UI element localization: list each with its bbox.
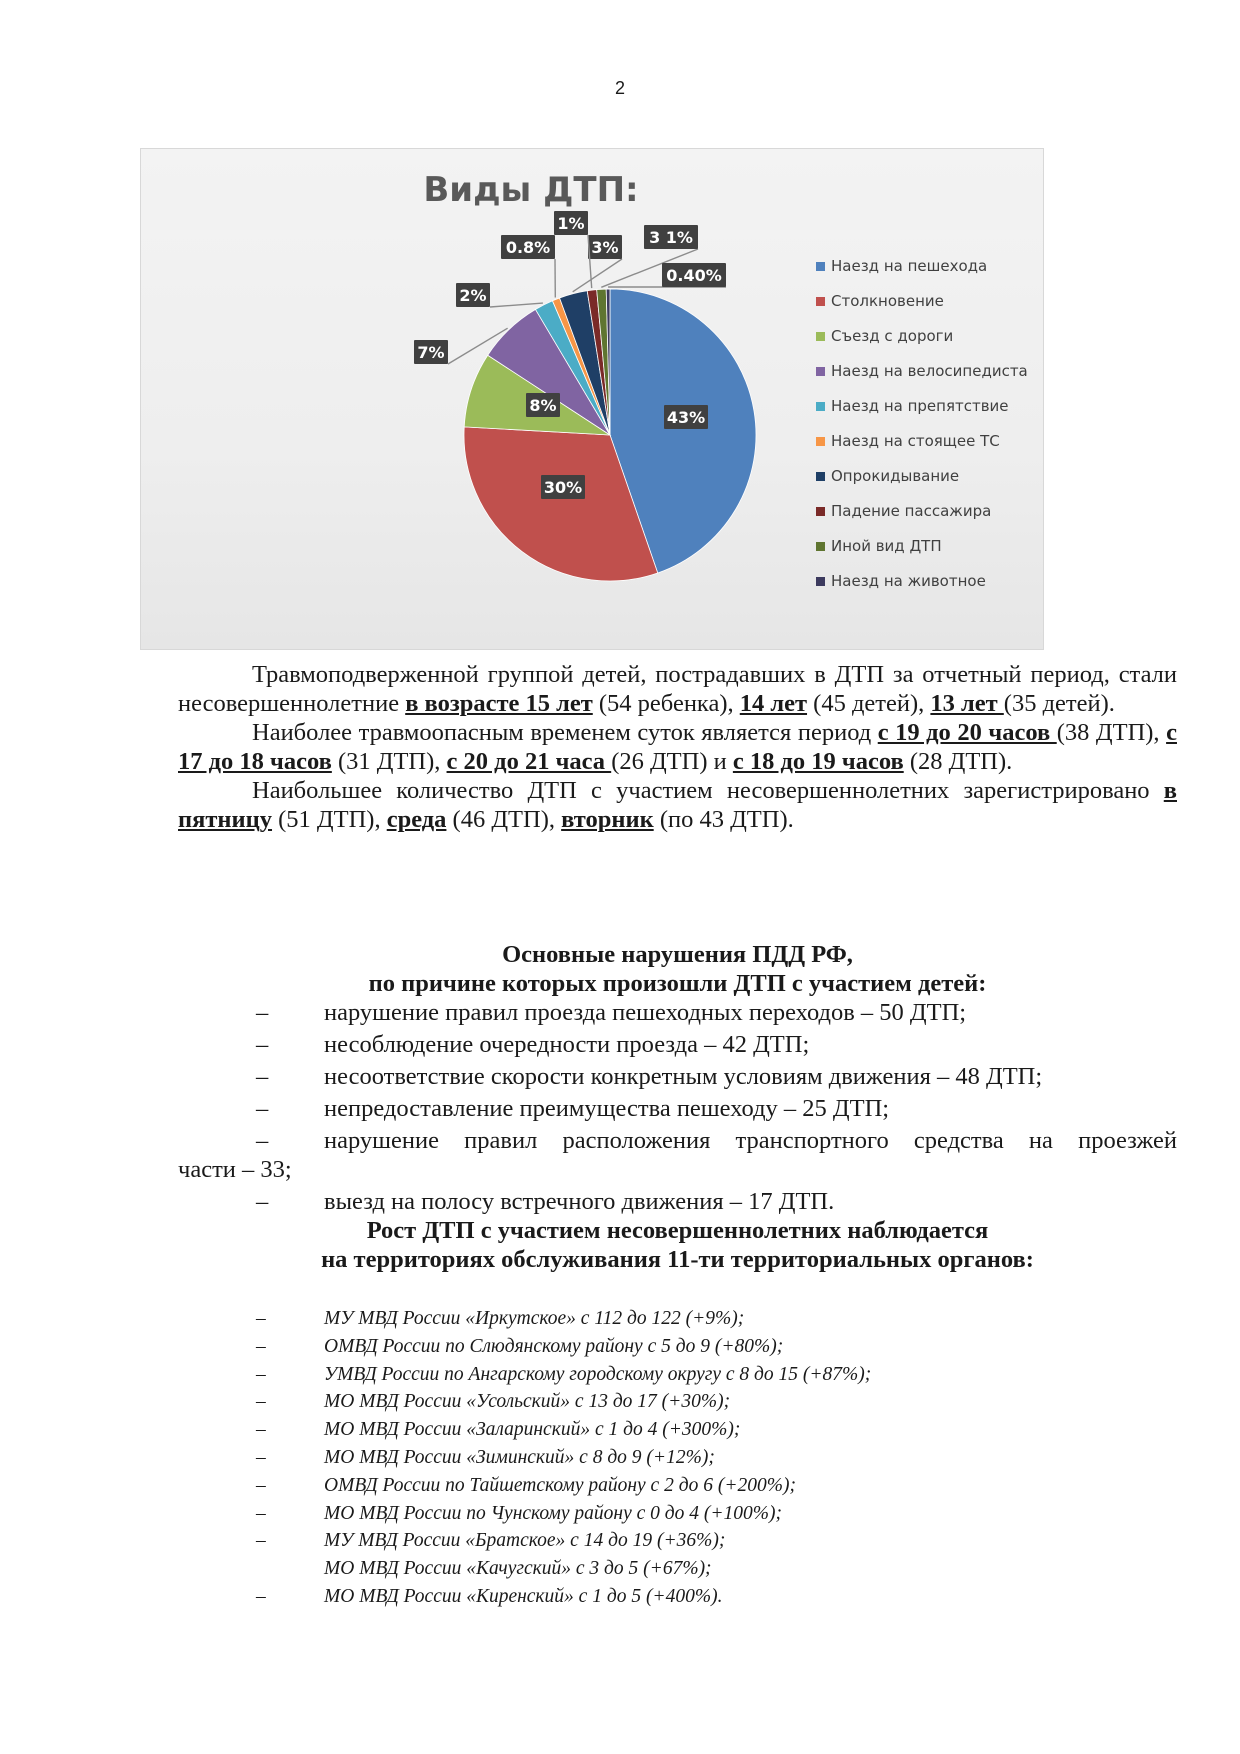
p2-bold-4: с 18 до 19 часов xyxy=(732,748,904,775)
p1-text-4: (35 детей). xyxy=(1003,690,1115,717)
p2-text-3: (31 ДТП), xyxy=(331,748,447,775)
legend-label: Наезд на препятствие xyxy=(831,397,1009,415)
violation-item xyxy=(178,1187,1177,1216)
p3-text-2: (51 ДТП), xyxy=(272,806,387,833)
list-dash: – xyxy=(256,1363,266,1385)
violation-text: несоблюдение очередности проезда – 42 ДТП; xyxy=(324,1031,810,1058)
violation-item xyxy=(178,1126,1177,1155)
page-number: 2 xyxy=(614,78,625,98)
p1-text-1: Травмоподверженной группой детей, пострадавших в ДТП за отчетный период, стали несовершеннолетние xyxy=(178,661,1177,717)
list-dash: – xyxy=(256,1127,269,1154)
growth-list-item xyxy=(178,1305,1177,1333)
data-label: 0.40% xyxy=(666,266,722,285)
growth-item-text: УМВД России по Ангарскому городскому округу с 8 до 15 (+87%); xyxy=(324,1363,872,1385)
p1-bold-age14: 14 лет xyxy=(739,690,808,717)
violation-item xyxy=(178,998,1177,1027)
legend-swatch xyxy=(816,262,825,271)
growth-list-item xyxy=(178,1472,1177,1500)
legend-swatch xyxy=(816,332,825,341)
data-label: 1% xyxy=(557,214,585,233)
growth-heading-2: на территориях обслуживания 11-ти территориальных органов: xyxy=(321,1246,1034,1273)
p3-bold-1: в пятницу xyxy=(178,777,1177,833)
data-label: 7% xyxy=(417,343,445,362)
legend-label: Наезд на стоящее ТС xyxy=(831,432,1000,450)
list-dash: – xyxy=(256,1063,269,1090)
growth-item-text: МО МВД России «Зиминский» с 8 до 9 (+12%); xyxy=(324,1446,715,1468)
p2-text-4: (26 ДТП) и xyxy=(611,748,733,775)
p3-bold-3: вторник xyxy=(561,806,654,833)
data-label: 3% xyxy=(591,238,619,257)
violation-text: выезд на полосу встречного движения – 17 ДТП. xyxy=(324,1188,835,1215)
legend-label: Наезд на животное xyxy=(831,572,986,590)
p2-bold-3: с 20 до 21 часа xyxy=(446,748,612,775)
growth-list xyxy=(178,1305,1177,1611)
legend-label: Иной вид ДТП xyxy=(831,537,942,555)
pie-chart xyxy=(140,148,1044,650)
list-dash: – xyxy=(256,1335,266,1357)
p2-bold-2: с 17 до 18 часов xyxy=(178,719,1177,775)
legend-swatch xyxy=(816,507,825,516)
violation-item xyxy=(178,1030,1177,1059)
growth-item-text: ОМВД России по Слюдянскому району с 5 до 9 (+80%); xyxy=(324,1335,784,1357)
growth-list-item xyxy=(178,1500,1177,1528)
legend-label: Опрокидывание xyxy=(831,467,960,485)
violation-item-continuation: части – 33; xyxy=(178,1156,292,1183)
growth-heading-1: Рост ДТП с участием несовершеннолетних наблюдается xyxy=(366,1217,989,1244)
data-label: 0.8% xyxy=(505,238,551,257)
data-label: 8% xyxy=(529,396,557,415)
data-label: 3 1% xyxy=(649,228,693,247)
legend-swatch xyxy=(816,402,825,411)
legend-label: Падение пассажира xyxy=(831,502,992,520)
growth-item-text: МО МВД России «Заларинский» с 1 до 4 (+300%); xyxy=(324,1419,741,1441)
growth-list-item xyxy=(178,1444,1177,1472)
list-dash: – xyxy=(256,1585,266,1607)
violation-item xyxy=(178,1094,1177,1123)
data-label: 30% xyxy=(543,478,583,497)
legend-swatch xyxy=(816,542,825,551)
violation-item xyxy=(178,1062,1177,1091)
p2-text-1: Наиболее травмоопасным временем суток является период xyxy=(252,719,878,746)
growth-item-text: ОМВД России по Тайшетскому району с 2 до 6 (+200%); xyxy=(324,1474,796,1496)
growth-list-item xyxy=(178,1388,1177,1416)
p2-bold-1: с 19 до 20 часов xyxy=(877,719,1057,746)
violation-text: нарушение правил проезда пешеходных переходов – 50 ДТП; xyxy=(324,999,967,1026)
list-dash: – xyxy=(256,1530,266,1552)
p3-text-3: (46 ДТП), xyxy=(446,806,562,833)
chart-title: Виды ДТП: xyxy=(423,170,639,210)
growth-list-item xyxy=(178,1527,1177,1555)
p1-bold-age15: в возрасте 15 лет xyxy=(405,690,593,717)
growth-list-item xyxy=(178,1333,1177,1361)
growth-list-item xyxy=(178,1416,1177,1444)
list-dash: – xyxy=(256,1095,269,1122)
violations-heading-2: по причине которых произошли ДТП с участием детей: xyxy=(368,970,987,997)
data-label: 2% xyxy=(459,286,487,305)
legend-label: Столкновение xyxy=(831,292,944,310)
legend-swatch xyxy=(816,297,825,306)
list-dash: – xyxy=(256,1391,266,1413)
pie-chart-svg xyxy=(141,149,1043,649)
violation-text: непредоставление преимущества пешеходу – 25 ДТП; xyxy=(324,1095,890,1122)
violations-heading-1: Основные нарушения ПДД РФ, xyxy=(502,941,853,968)
label-leader-line xyxy=(490,303,543,307)
violations-section xyxy=(178,940,1177,1274)
p3-text-4: (по 43 ДТП). xyxy=(653,806,794,833)
growth-item-text: МО МВД России «Качугский» с 3 до 5 (+67%); xyxy=(324,1558,712,1580)
growth-list-item xyxy=(178,1361,1177,1389)
list-dash: – xyxy=(256,1502,266,1524)
growth-item-text: МУ МВД России «Братское» с 14 до 19 (+36%); xyxy=(324,1530,726,1552)
p2-text-2: (38 ДТП), xyxy=(1056,719,1167,746)
p1-text-3: (45 детей), xyxy=(807,690,931,717)
legend-swatch xyxy=(816,367,825,376)
list-dash: – xyxy=(256,1188,269,1215)
p3-bold-2: среда xyxy=(386,806,447,833)
list-dash: – xyxy=(256,999,269,1026)
violation-text: несоответствие скорости конкретным условиям движения – 48 ДТП; xyxy=(324,1063,1043,1090)
growth-item-text: МО МВД России «Усольский» с 13 до 17 (+30%); xyxy=(324,1391,731,1413)
p1-text-2: (54 ребенка), xyxy=(592,690,740,717)
legend-label: Съезд с дороги xyxy=(831,327,954,345)
list-dash: – xyxy=(256,1419,266,1441)
p1-bold-age13: 13 лет xyxy=(930,690,1004,717)
paragraph-age-group xyxy=(178,660,1177,834)
data-label: 43% xyxy=(666,408,706,427)
p2-text-5: (28 ДТП). xyxy=(903,748,1013,775)
violation-text: нарушение правил расположения транспортного средства на проезжей xyxy=(324,1127,1177,1154)
growth-list-item xyxy=(178,1555,1177,1583)
legend-swatch xyxy=(816,577,825,586)
legend-swatch xyxy=(816,472,825,481)
legend-swatch xyxy=(816,437,825,446)
list-dash: – xyxy=(256,1474,266,1496)
growth-item-text: МО МВД России по Чунскому району с 0 до 4 (+100%); xyxy=(324,1502,783,1524)
p3-text-1: Наибольшее количество ДТП с участием несовершеннолетних зарегистрировано xyxy=(252,777,1164,804)
list-dash: – xyxy=(256,1446,266,1468)
legend-label: Наезд на пешехода xyxy=(831,257,988,275)
legend-label: Наезд на велосипедиста xyxy=(831,362,1028,380)
growth-list-item xyxy=(178,1583,1177,1611)
list-dash: – xyxy=(256,1031,269,1058)
list-dash: – xyxy=(256,1308,266,1329)
growth-item-text: МУ МВД России «Иркутское» с 112 до 122 (+9%); xyxy=(324,1308,745,1329)
growth-item-text: МО МВД России «Киренский» с 1 до 5 (+400%). xyxy=(324,1585,723,1607)
